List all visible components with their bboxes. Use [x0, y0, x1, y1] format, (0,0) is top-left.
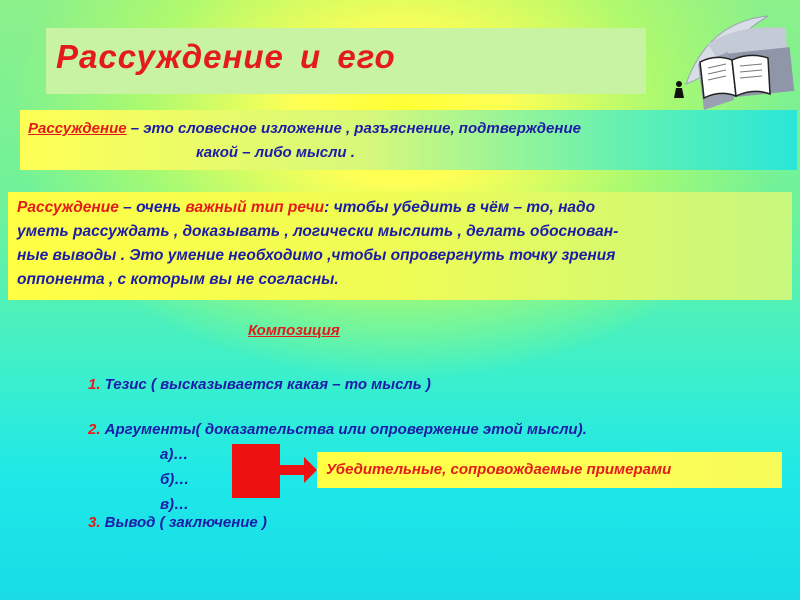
item-3-number: 3. [88, 514, 101, 531]
item-1-text: Тезис ( высказывается какая – то мысль ) [100, 376, 431, 393]
composition-item-2 [88, 421, 587, 438]
paragraph-line-4: оппонента , с которым вы не согласны. [17, 271, 339, 288]
item-1-number: 1. [88, 376, 101, 393]
paragraph-highlight: важный тип речи [185, 199, 325, 216]
paragraph-term: Рассуждение [17, 199, 119, 216]
subitem-a: а)… [160, 446, 189, 463]
item-2-text: Аргументы( доказательства или опровержение этой мысли). [100, 421, 587, 438]
title-box [46, 28, 646, 94]
note-box [317, 452, 782, 488]
definition-box [20, 110, 797, 170]
item-2-number: 2. [88, 421, 101, 438]
note-text: Убедительные, сопровождаемые примерами [326, 461, 672, 478]
paragraph-line-1 [17, 199, 595, 217]
slide-title: Рассуждение и его [56, 38, 396, 75]
red-block [232, 444, 280, 498]
open-book-icon [668, 14, 796, 110]
item-3-text: Вывод ( заключение ) [100, 514, 267, 531]
composition-item-3 [88, 514, 267, 531]
paragraph-line-2: уметь рассуждать , доказывать , логически мыслить , делать обоснован- [17, 223, 619, 240]
composition-item-1 [88, 376, 431, 393]
paragraph-dash: – очень [118, 199, 186, 216]
definition-term: Рассуждение [28, 120, 127, 137]
definition-line-1 [28, 120, 581, 137]
arrow-right-icon [280, 456, 318, 484]
definition-line-2: какой – либо мысли . [196, 144, 355, 161]
definition-text-1: – это словесное изложение , разъяснение, подтверждение [126, 120, 581, 137]
subitem-b: б)… [160, 471, 190, 488]
paragraph-line-1-rest: : чтобы убедить в чём – то, надо [324, 199, 596, 216]
subitem-c: в)… [160, 496, 190, 513]
paragraph-box [8, 192, 792, 300]
paragraph-line-3: ные выводы . Это умение необходимо ,чтобы опровергнуть точку зрения [17, 247, 616, 264]
composition-title: Композиция [248, 322, 340, 339]
